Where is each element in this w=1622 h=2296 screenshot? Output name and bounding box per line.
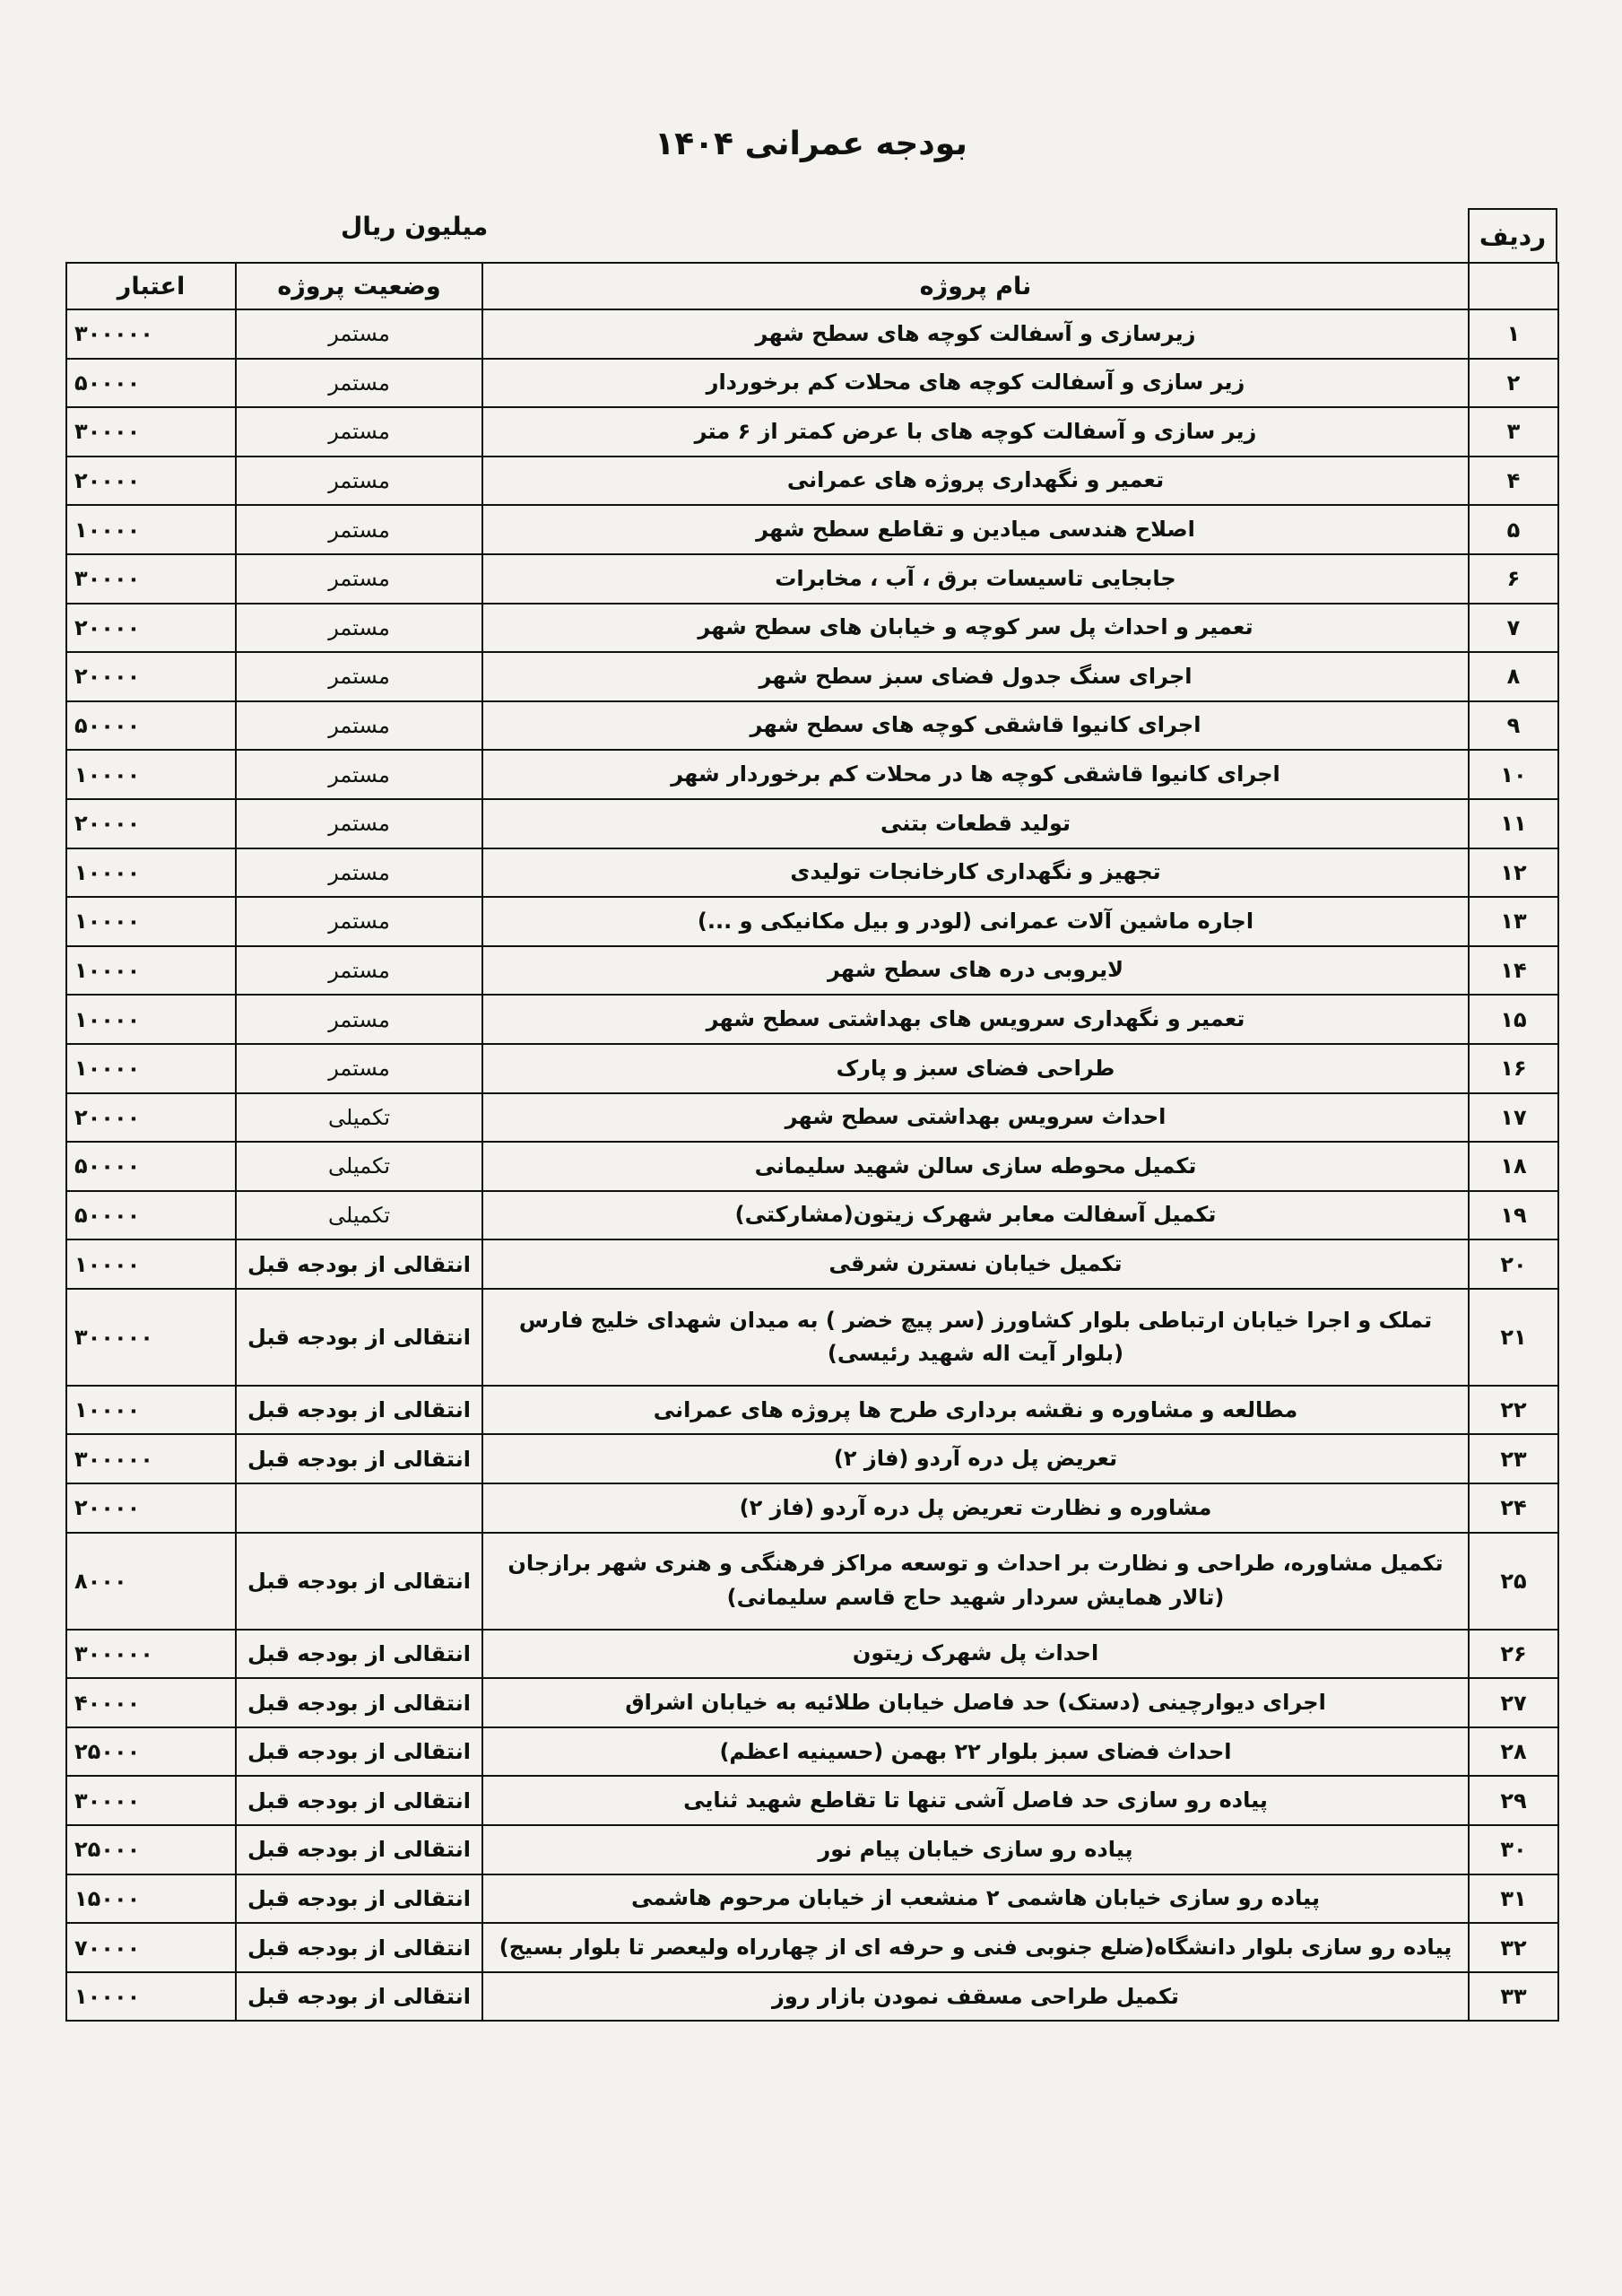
project-name-cell: احداث فضای سبز بلوار ۲۲ بهمن (حسینیه اعظم) (482, 1727, 1469, 1777)
project-name-header: نام پروژه (482, 263, 1469, 309)
project-name-cell: طراحی فضای سبز و پارک (482, 1044, 1469, 1093)
credit-cell: ۳۰۰۰۰ (66, 554, 236, 604)
project-status-cell: انتقالی از بودجه قبل (236, 1874, 482, 1924)
row-number-cell: ۱۲ (1469, 848, 1558, 898)
table-row (66, 1434, 1558, 1483)
table-row (66, 1289, 1558, 1386)
project-name-cell: زیرسازی و آسفالت کوچه های سطح شهر (482, 309, 1469, 359)
project-name-cell (482, 1289, 1469, 1386)
project-name-line: تکمیل مشاوره، طراحی و نظارت بر احداث و توسعه مراکز فرهنگی و هنری شهر برازجان (507, 1551, 1444, 1577)
project-name-cell: مشاوره و نظارت تعریض پل دره آردو (فاز ۲) (482, 1483, 1469, 1533)
row-number-cell: ۳۳ (1469, 1972, 1558, 2022)
project-name-subline: (بلوار آیت اله شهید رئیسی) (827, 1340, 1124, 1366)
radif-header-cell (1469, 263, 1558, 309)
credit-cell: ۱۵۰۰۰ (66, 1874, 236, 1924)
project-status-cell: مستمر (236, 995, 482, 1044)
credit-cell: ۱۰۰۰۰ (66, 1044, 236, 1093)
row-number-cell: ۱۷ (1469, 1093, 1558, 1143)
row-number-cell: ۷ (1469, 604, 1558, 653)
table-row (66, 1874, 1558, 1924)
project-name-cell: تعمیر و نگهداری پروژه های عمرانی (482, 457, 1469, 506)
credit-cell: ۳۰۰۰۰۰ (66, 1434, 236, 1483)
table-row (66, 1386, 1558, 1435)
project-status-cell: مستمر (236, 407, 482, 457)
project-name-cell: مطالعه و مشاوره و نقشه برداری طرح ها پروژه های عمرانی (482, 1386, 1469, 1435)
credit-cell: ۲۰۰۰۰ (66, 1483, 236, 1533)
table-row (66, 1093, 1558, 1143)
credit-cell: ۱۰۰۰۰ (66, 1386, 236, 1435)
credit-cell: ۲۵۰۰۰ (66, 1727, 236, 1777)
row-number-cell: ۱۱ (1469, 799, 1558, 848)
project-name-cell: تولید قطعات بتنی (482, 799, 1469, 848)
project-name-cell: زیر سازی و آسفالت کوچه های محلات کم برخوردار (482, 359, 1469, 408)
credit-cell: ۱۰۰۰۰ (66, 897, 236, 946)
project-status-cell: مستمر (236, 750, 482, 799)
credit-cell: ۵۰۰۰۰ (66, 1191, 236, 1240)
table-row (66, 897, 1558, 946)
credit-cell: ۳۰۰۰۰ (66, 1776, 236, 1825)
credit-cell: ۲۰۰۰۰ (66, 604, 236, 653)
table-row (66, 407, 1558, 457)
project-name-cell: اجرای کانیوا قاشقی کوچه ها در محلات کم برخوردار شهر (482, 750, 1469, 799)
project-name-cell: اجرای کانیوا قاشقی کوچه های سطح شهر (482, 701, 1469, 751)
credit-cell: ۵۰۰۰۰ (66, 359, 236, 408)
project-status-cell: انتقالی از بودجه قبل (236, 1386, 482, 1435)
table-row (66, 701, 1558, 751)
project-status-cell: انتقالی از بودجه قبل (236, 1727, 482, 1777)
credit-cell: ۳۰۰۰۰۰ (66, 309, 236, 359)
project-status-cell: مستمر (236, 799, 482, 848)
project-name-subline: (تالار همایش سردار شهید حاج قاسم سلیمانی) (726, 1584, 1225, 1610)
credit-cell: ۸۰۰۰ (66, 1533, 236, 1630)
credit-cell: ۱۰۰۰۰ (66, 848, 236, 898)
table-row (66, 457, 1558, 506)
table-row (66, 554, 1558, 604)
row-number-cell: ۲۳ (1469, 1434, 1558, 1483)
project-name-cell: تعریض پل دره آردو (فاز ۲) (482, 1434, 1469, 1483)
row-number-cell: ۲۹ (1469, 1776, 1558, 1825)
project-name-cell: پیاده رو سازی خیابان پیام نور (482, 1825, 1469, 1874)
row-number-cell: ۱ (1469, 309, 1558, 359)
row-number-cell: ۶ (1469, 554, 1558, 604)
row-number-cell: ۸ (1469, 652, 1558, 701)
table-row (66, 1191, 1558, 1240)
credit-header: اعتبار (66, 263, 236, 309)
project-name-cell: تکمیل محوطه سازی سالن شهید سلیمانی (482, 1142, 1469, 1191)
project-name-cell: زیر سازی و آسفالت کوچه های با عرض کمتر از ۶ متر (482, 407, 1469, 457)
project-name-cell: تعمیر و احداث پل سر کوچه و خیابان های سطح شهر (482, 604, 1469, 653)
project-name-cell: اجاره ماشین آلات عمرانی (لودر و بیل مکانیکی و ...) (482, 897, 1469, 946)
project-name-cell: پیاده رو سازی بلوار دانشگاه(ضلع جنوبی فنی و حرفه ای از چهارراه ولیعصر تا بلوار بسیج) (482, 1923, 1469, 1972)
row-number-cell: ۱۴ (1469, 946, 1558, 996)
table-row (66, 652, 1558, 701)
table-row (66, 309, 1558, 359)
table-row (66, 1727, 1558, 1777)
table-row (66, 1678, 1558, 1727)
project-status-cell: انتقالی از بودجه قبل (236, 1239, 482, 1289)
project-status-cell: انتقالی از بودجه قبل (236, 1776, 482, 1825)
table-row (66, 1044, 1558, 1093)
project-name-cell: پیاده رو سازی خیابان هاشمی ۲ منشعب از خیابان مرحوم هاشمی (482, 1874, 1469, 1924)
project-status-cell (236, 1483, 482, 1533)
project-status-cell: انتقالی از بودجه قبل (236, 1289, 482, 1386)
row-number-cell: ۱۵ (1469, 995, 1558, 1044)
row-number-cell: ۲۸ (1469, 1727, 1558, 1777)
row-number-cell: ۱۹ (1469, 1191, 1558, 1240)
credit-cell: ۲۰۰۰۰ (66, 457, 236, 506)
project-name-cell: تکمیل خیابان نسترن شرقی (482, 1239, 1469, 1289)
table-body (66, 309, 1558, 2021)
row-number-cell: ۱۰ (1469, 750, 1558, 799)
table-row (66, 1630, 1558, 1679)
table-row (66, 1776, 1558, 1825)
credit-cell: ۱۰۰۰۰ (66, 946, 236, 996)
table-row (66, 1972, 1558, 2022)
project-name-cell: احداث سرویس بهداشتی سطح شهر (482, 1093, 1469, 1143)
project-name-cell: اجرای سنگ جدول فضای سبز سطح شهر (482, 652, 1469, 701)
table-row (66, 1533, 1558, 1630)
row-number-cell: ۵ (1469, 505, 1558, 554)
project-status-cell: مستمر (236, 604, 482, 653)
project-name-cell: لایروبی دره های سطح شهر (482, 946, 1469, 996)
project-name-cell: تعمیر و نگهداری سرویس های بهداشتی سطح شهر (482, 995, 1469, 1044)
project-status-cell: تکمیلی (236, 1093, 482, 1143)
credit-cell: ۵۰۰۰۰ (66, 701, 236, 751)
credit-cell: ۵۰۰۰۰ (66, 1142, 236, 1191)
credit-cell: ۱۰۰۰۰ (66, 1972, 236, 2022)
project-name-cell: پیاده رو سازی حد فاصل آشی تنها تا تقاطع شهید ثنایی (482, 1776, 1469, 1825)
credit-cell: ۲۰۰۰۰ (66, 1093, 236, 1143)
credit-cell: ۷۰۰۰۰ (66, 1923, 236, 1972)
table-row (66, 604, 1558, 653)
row-number-cell: ۳۲ (1469, 1923, 1558, 1972)
project-status-cell: مستمر (236, 554, 482, 604)
project-name-cell: تکمیل طراحی مسقف نمودن بازار روز (482, 1972, 1469, 2022)
project-status-cell: مستمر (236, 457, 482, 506)
table-row (66, 1239, 1558, 1289)
credit-cell: ۳۰۰۰۰ (66, 407, 236, 457)
credit-cell: ۳۰۰۰۰۰ (66, 1289, 236, 1386)
project-status-cell: مستمر (236, 897, 482, 946)
currency-unit-label: میلیون ریال (341, 212, 489, 241)
project-status-header: وضعیت پروژه (236, 263, 482, 309)
row-number-cell: ۲۱ (1469, 1289, 1558, 1386)
project-status-cell: انتقالی از بودجه قبل (236, 1972, 482, 2022)
table-row (66, 1142, 1558, 1191)
row-number-cell: ۲۴ (1469, 1483, 1558, 1533)
row-number-cell: ۲ (1469, 359, 1558, 408)
credit-cell: ۱۰۰۰۰ (66, 1239, 236, 1289)
project-name-cell: تکمیل آسفالت معابر شهرک زیتون(مشارکتی) (482, 1191, 1469, 1240)
credit-cell: ۱۰۰۰۰ (66, 995, 236, 1044)
table-row (66, 750, 1558, 799)
project-name-line: تملک و اجرا خیابان ارتباطی بلوار کشاورز (سر پیچ خضر ) به میدان شهدای خلیج فارس (518, 1307, 1433, 1333)
project-status-cell: مستمر (236, 505, 482, 554)
credit-cell: ۲۵۰۰۰ (66, 1825, 236, 1874)
table-row (66, 1483, 1558, 1533)
project-status-cell: انتقالی از بودجه قبل (236, 1825, 482, 1874)
row-number-cell: ۲۲ (1469, 1386, 1558, 1435)
table-row (66, 1825, 1558, 1874)
project-name-cell: احداث پل شهرک زیتون (482, 1630, 1469, 1679)
table-row (66, 848, 1558, 898)
project-status-cell: مستمر (236, 701, 482, 751)
project-status-cell: مستمر (236, 1044, 482, 1093)
project-status-cell: انتقالی از بودجه قبل (236, 1678, 482, 1727)
row-number-cell: ۳۱ (1469, 1874, 1558, 1924)
project-name-cell (482, 1533, 1469, 1630)
row-number-cell: ۳۰ (1469, 1825, 1558, 1874)
credit-cell: ۱۰۰۰۰ (66, 750, 236, 799)
credit-cell: ۲۰۰۰۰ (66, 799, 236, 848)
credit-cell: ۲۰۰۰۰ (66, 652, 236, 701)
row-number-cell: ۲۶ (1469, 1630, 1558, 1679)
credit-cell: ۱۰۰۰۰ (66, 505, 236, 554)
row-number-cell: ۱۳ (1469, 897, 1558, 946)
row-number-cell: ۲۵ (1469, 1533, 1558, 1630)
row-number-cell: ۲۰ (1469, 1239, 1558, 1289)
row-number-cell: ۱۸ (1469, 1142, 1558, 1191)
project-name-cell: اجرای دیوارچینی (دستک) حد فاصل خیابان طلائیه به خیابان اشراق (482, 1678, 1469, 1727)
project-status-cell: مستمر (236, 848, 482, 898)
project-status-cell: انتقالی از بودجه قبل (236, 1533, 482, 1630)
project-name-cell: اصلاح هندسی میادین و تقاطع سطح شهر (482, 505, 1469, 554)
table-row (66, 359, 1558, 408)
project-status-cell: انتقالی از بودجه قبل (236, 1434, 482, 1483)
row-number-cell: ۱۶ (1469, 1044, 1558, 1093)
table-row (66, 1923, 1558, 1972)
table-row (66, 799, 1558, 848)
credit-cell: ۳۰۰۰۰۰ (66, 1630, 236, 1679)
credit-cell: ۴۰۰۰۰ (66, 1678, 236, 1727)
project-name-cell: جابجایی تاسیسات برق ، آب ، مخابرات (482, 554, 1469, 604)
project-status-cell: مستمر (236, 309, 482, 359)
project-status-cell: تکمیلی (236, 1191, 482, 1240)
budget-table (65, 262, 1559, 2022)
row-number-cell: ۹ (1469, 701, 1558, 751)
page-title: بودجه عمرانی ۱۴۰۴ (655, 126, 967, 162)
project-status-cell: انتقالی از بودجه قبل (236, 1923, 482, 1972)
table-row (66, 505, 1558, 554)
project-status-cell: مستمر (236, 946, 482, 996)
table-row (66, 946, 1558, 996)
project-name-cell: تجهیز و نگهداری کارخانجات تولیدی (482, 848, 1469, 898)
project-status-cell: تکمیلی (236, 1142, 482, 1191)
project-status-cell: انتقالی از بودجه قبل (236, 1630, 482, 1679)
table-row (66, 995, 1558, 1044)
row-number-cell: ۲۷ (1469, 1678, 1558, 1727)
project-status-cell: مستمر (236, 652, 482, 701)
table-header-row (66, 263, 1558, 309)
project-status-cell: مستمر (236, 359, 482, 408)
row-number-cell: ۴ (1469, 457, 1558, 506)
radif-header: ردیف (1468, 208, 1557, 264)
row-number-cell: ۳ (1469, 407, 1558, 457)
